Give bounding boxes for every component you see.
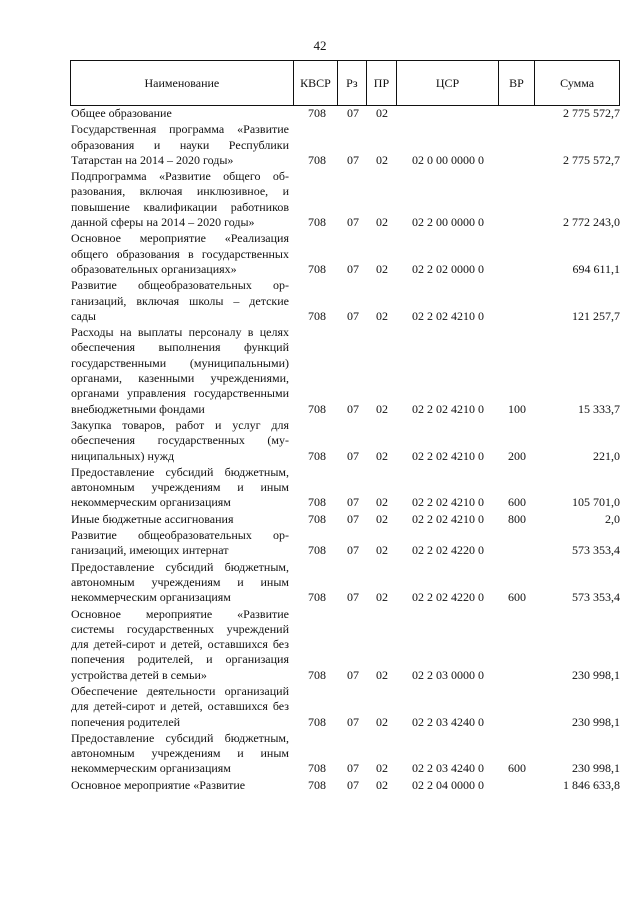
row-sum: 230 998,1 [572, 667, 620, 682]
row-kvsr: 708 [308, 152, 326, 167]
row-csr: 02 2 02 4210 0 [412, 495, 484, 510]
row-kvsr: 708 [308, 215, 326, 230]
table-row [70, 512, 620, 527]
row-csr: 02 2 02 4210 0 [412, 448, 484, 463]
row-csr: 02 2 02 4210 0 [412, 401, 484, 416]
row-sum: 573 353,4 [572, 590, 620, 605]
table-row [70, 325, 620, 417]
row-vr: 600 [508, 761, 526, 776]
header-name: Наименование [70, 61, 293, 105]
row-sum: 2 772 243,0 [563, 215, 620, 230]
row-sum: 15 333,7 [578, 401, 620, 416]
table-row [70, 560, 620, 606]
table-row [70, 607, 620, 683]
table-row [70, 122, 620, 168]
header-pr: ПР [366, 61, 397, 105]
row-sum: 230 998,1 [572, 761, 620, 776]
row-csr: 02 2 03 4240 0 [412, 714, 484, 729]
row-sum: 573 353,4 [572, 543, 620, 558]
row-sum: 230 998,1 [572, 714, 620, 729]
header-sum: Сумма [534, 61, 620, 105]
row-pr: 02 [376, 308, 388, 323]
row-rz: 07 [347, 511, 359, 526]
row-rz: 07 [347, 543, 359, 558]
row-name: Общее образование [71, 106, 172, 120]
row-csr: 02 2 04 0000 0 [412, 777, 484, 792]
table-row [70, 169, 620, 230]
row-name: Основное мероприятие «Развитие [71, 777, 246, 792]
row-sum: 2 775 572,7 [563, 152, 620, 167]
row-name: Развитие общеобразовательных организаций, имеющих интернат [71, 528, 289, 558]
row-kvsr: 708 [308, 543, 326, 558]
row-rz: 07 [347, 215, 359, 230]
table-body [70, 106, 620, 793]
table-row [70, 106, 620, 121]
table-row [70, 528, 620, 559]
table-row [70, 465, 620, 511]
page-number: 42 [313, 38, 327, 53]
row-pr: 02 [376, 543, 388, 558]
row-pr: 02 [376, 261, 388, 276]
row-csr: 02 2 02 0000 0 [412, 261, 484, 276]
row-kvsr: 708 [308, 308, 326, 323]
row-kvsr: 708 [308, 261, 326, 276]
row-csr: 02 2 02 4220 0 [412, 590, 484, 605]
row-pr: 02 [376, 215, 388, 230]
row-kvsr: 708 [308, 106, 326, 120]
row-sum: 1 846 633,8 [563, 777, 620, 792]
row-kvsr: 708 [308, 761, 326, 776]
table-row [70, 418, 620, 464]
row-name: Предоставление субсидий бюджетным, автономным учреждениям и иным некоммерческим организациям [71, 730, 289, 776]
table-row [70, 684, 620, 730]
row-rz: 07 [347, 495, 359, 510]
row-sum: 121 257,7 [572, 308, 620, 323]
row-rz: 07 [347, 261, 359, 276]
row-rz: 07 [347, 777, 359, 792]
row-pr: 02 [376, 448, 388, 463]
table-row [70, 278, 620, 324]
row-name: Подпрограмма «Развитие общего образования, включая инклюзивное, и повышение квалификации работников данной сферы на 2014 – 2020 годы» [71, 169, 289, 230]
row-rz: 07 [347, 448, 359, 463]
row-pr: 02 [376, 106, 388, 120]
row-pr: 02 [376, 495, 388, 510]
row-name: Закупка товаров, работ и услуг для обеспечения государственных (муниципальных) нужд [71, 417, 289, 463]
row-kvsr: 708 [308, 667, 326, 682]
row-rz: 07 [347, 152, 359, 167]
row-pr: 02 [376, 511, 388, 526]
row-vr: 100 [508, 401, 526, 416]
header-csr: ЦСР [396, 61, 498, 105]
row-kvsr: 708 [308, 777, 326, 792]
budget-table [70, 60, 620, 793]
row-vr: 200 [508, 448, 526, 463]
row-sum: 2 775 572,7 [563, 106, 620, 120]
row-csr: 02 2 03 0000 0 [412, 667, 484, 682]
row-rz: 07 [347, 714, 359, 729]
row-name: Основное мероприятие «Реализация общего образования в государственных образовательных организациях» [71, 231, 289, 276]
header-vr: ВР [498, 61, 534, 105]
row-rz: 07 [347, 761, 359, 776]
row-csr: 02 2 02 4210 0 [412, 308, 484, 323]
row-pr: 02 [376, 761, 388, 776]
row-vr: 800 [508, 511, 526, 526]
row-sum: 221,0 [593, 448, 620, 463]
row-pr: 02 [376, 777, 388, 792]
row-name: Основное мероприятие «Развитие системы государственных учреждений для детей-сирот и детей, оставшихся без попечения родителей, и организация устройства детей в семьи» [71, 606, 289, 682]
row-sum: 2,0 [605, 511, 620, 526]
row-rz: 07 [347, 106, 359, 120]
table-row [70, 231, 620, 277]
row-pr: 02 [376, 590, 388, 605]
row-rz: 07 [347, 590, 359, 605]
row-name: Предоставление субсидий бюджетным, автономным учреждениям и иным некоммерческим организациям [71, 464, 289, 510]
row-csr: 02 2 00 0000 0 [412, 215, 484, 230]
row-name: Государственная программа «Развитие образования и науки Республики Татарстан на 2014 – 2020 годы» [71, 122, 289, 167]
row-name: Развитие общеобразовательных организаций, включая школы – детские сады [71, 278, 289, 323]
row-rz: 07 [347, 308, 359, 323]
row-csr: 02 0 00 0000 0 [412, 152, 484, 167]
row-rz: 07 [347, 401, 359, 416]
row-sum: 694 611,1 [572, 261, 620, 276]
row-name: Иные бюджетные ассигнования [71, 511, 234, 526]
row-kvsr: 708 [308, 495, 326, 510]
row-vr: 600 [508, 495, 526, 510]
row-kvsr: 708 [308, 590, 326, 605]
row-pr: 02 [376, 401, 388, 416]
row-kvsr: 708 [308, 511, 326, 526]
table-header [70, 60, 620, 106]
row-name: Обеспечение деятельности организаций для детей-сирот и детей, оставшихся без попечения родителей [71, 683, 289, 729]
header-rz: Рз [337, 61, 366, 105]
row-kvsr: 708 [308, 714, 326, 729]
row-pr: 02 [376, 667, 388, 682]
row-vr: 600 [508, 590, 526, 605]
row-kvsr: 708 [308, 448, 326, 463]
row-name: Расходы на выплаты персоналу в целях обеспечения выполнения функций государственными (муниципальными) органами, казенными учреждениями, органами управления государственными внебюджетными фондами [71, 325, 289, 416]
row-kvsr: 708 [308, 401, 326, 416]
table-row [70, 778, 620, 793]
row-csr: 02 2 02 4220 0 [412, 543, 484, 558]
row-csr: 02 2 03 4240 0 [412, 761, 484, 776]
row-name: Предоставление субсидий бюджетным, автономным учреждениям и иным некоммерческим организациям [71, 559, 289, 605]
row-pr: 02 [376, 714, 388, 729]
row-csr: 02 2 02 4210 0 [412, 511, 484, 526]
row-rz: 07 [347, 667, 359, 682]
header-kvsr: КВСР [293, 61, 337, 105]
row-pr: 02 [376, 152, 388, 167]
table-row [70, 731, 620, 777]
row-sum: 105 701,0 [572, 495, 620, 510]
